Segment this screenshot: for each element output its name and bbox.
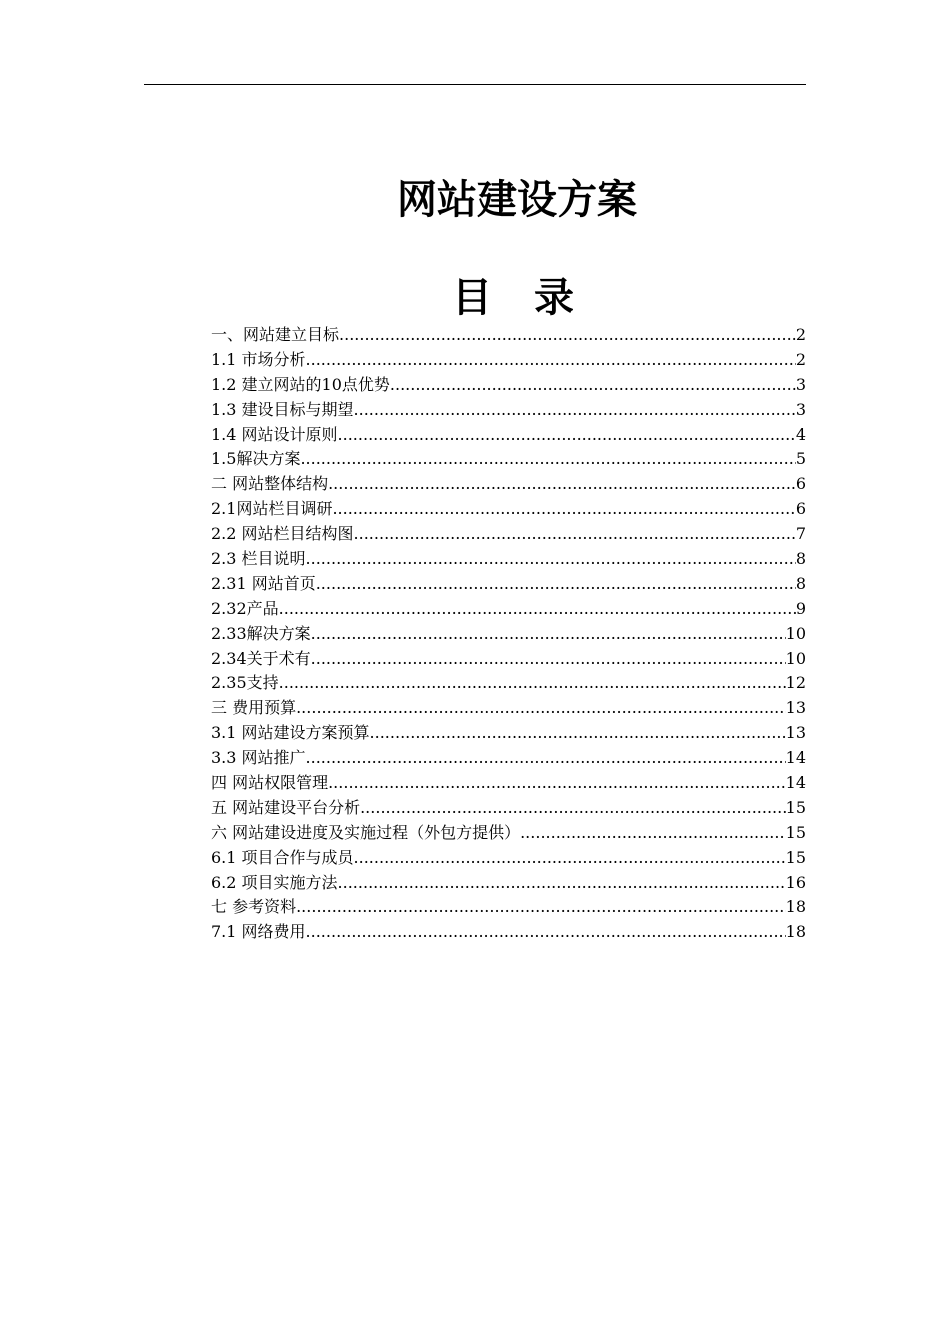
toc-entry[interactable] <box>211 746 806 771</box>
toc-entry-label: 2.31 网站首页 <box>211 573 316 593</box>
toc-entry-label: 3.3 网站推广 <box>211 748 306 768</box>
toc-entry-page-number: 3 <box>795 399 806 419</box>
toc-entry[interactable] <box>211 348 806 373</box>
toc-dot-leader <box>328 472 796 497</box>
toc-entry[interactable] <box>211 796 806 821</box>
toc-dot-leader <box>316 572 796 597</box>
toc-entry-label: 1.5解决方案 <box>211 449 301 469</box>
toc-dot-leader <box>300 447 795 472</box>
toc-entry[interactable] <box>211 871 806 896</box>
toc-entry[interactable] <box>211 572 806 597</box>
toc-dot-leader <box>338 871 786 896</box>
toc-entry-page-number: 18 <box>785 897 806 917</box>
toc-entry[interactable] <box>211 398 806 423</box>
toc-entry-page-number: 14 <box>785 748 806 768</box>
toc-entry[interactable] <box>211 821 806 846</box>
toc-entry-label: 二 网站整体结构 <box>211 474 329 494</box>
toc-entry-page-number: 2 <box>795 349 806 369</box>
toc-dot-leader <box>296 895 786 920</box>
toc-entry-label: 2.1网站栏目调研 <box>211 499 333 519</box>
toc-entry-label: 2.32产品 <box>211 598 279 618</box>
toc-entry-page-number: 4 <box>795 424 806 444</box>
toc-entry-label: 四 网站权限管理 <box>211 773 329 793</box>
toc-dot-leader <box>332 497 795 522</box>
toc-entry-page-number: 12 <box>785 673 806 693</box>
toc-entry[interactable] <box>211 522 806 547</box>
toc-entry-label: 6.1 项目合作与成员 <box>211 847 354 867</box>
toc-entry-page-number: 18 <box>785 922 806 942</box>
toc-entry-label: 六 网站建设进度及实施过程（外包方提供） <box>211 822 521 842</box>
toc-entry-label: 6.2 项目实施方法 <box>211 872 338 892</box>
toc-dot-leader <box>370 721 786 746</box>
toc-heading: 目 录 <box>452 274 588 321</box>
toc-entry-page-number: 14 <box>785 773 806 793</box>
toc-entry-page-number: 2 <box>795 325 806 344</box>
toc-dot-leader <box>360 796 786 821</box>
toc-dot-leader <box>520 821 786 846</box>
header-rule <box>144 84 806 85</box>
toc-dot-leader <box>279 597 796 622</box>
toc-entry-label: 七 参考资料 <box>211 897 297 917</box>
toc-entry-page-number: 8 <box>795 549 806 569</box>
toc-entry-label: 三 费用预算 <box>211 698 297 718</box>
toc-entry[interactable] <box>211 323 806 348</box>
toc-entry[interactable] <box>211 846 806 871</box>
toc-entry-page-number: 16 <box>785 872 806 892</box>
toc-entry-page-number: 10 <box>785 623 806 643</box>
toc-entry[interactable] <box>211 671 806 696</box>
toc-entry-label: 五 网站建设平台分析 <box>211 797 361 817</box>
toc-entry-page-number: 5 <box>795 449 806 469</box>
toc-dot-leader <box>354 398 796 423</box>
toc-dot-leader <box>390 373 796 398</box>
toc-entry-page-number: 3 <box>795 374 806 394</box>
toc-entry-label: 2.3 栏目说明 <box>211 549 306 569</box>
toc-entry[interactable] <box>211 597 806 622</box>
table-of-contents <box>211 323 806 945</box>
toc-entry-label: 2.33解决方案 <box>211 623 311 643</box>
document-title: 网站建设方案 <box>397 176 637 223</box>
toc-dot-leader <box>328 771 786 796</box>
toc-entry[interactable] <box>211 472 806 497</box>
toc-entry-label: 7.1 网络费用 <box>211 922 306 942</box>
toc-entry-label: 2.34关于术有 <box>211 648 311 668</box>
toc-entry-label: 一、网站建立目标 <box>211 325 340 344</box>
toc-entry-label: 2.2 网站栏目结构图 <box>211 524 354 544</box>
toc-entry-page-number: 15 <box>785 847 806 867</box>
toc-entry-page-number: 6 <box>795 474 806 494</box>
toc-entry-label: 3.1 网站建设方案预算 <box>211 723 370 743</box>
toc-dot-leader <box>306 547 796 572</box>
toc-entry-page-number: 15 <box>785 797 806 817</box>
toc-entry-page-number: 15 <box>785 822 806 842</box>
toc-entry-page-number: 6 <box>795 499 806 519</box>
toc-entry[interactable] <box>211 373 806 398</box>
toc-dot-leader <box>306 920 786 945</box>
toc-dot-leader <box>311 622 786 647</box>
toc-entry[interactable] <box>211 423 806 448</box>
toc-entry-page-number: 9 <box>795 598 806 618</box>
toc-entry-page-number: 10 <box>785 648 806 668</box>
toc-entry-label: 1.3 建设目标与期望 <box>211 399 354 419</box>
toc-entry-label: 1.4 网站设计原则 <box>211 424 338 444</box>
toc-dot-leader <box>296 696 786 721</box>
toc-entry[interactable] <box>211 647 806 672</box>
toc-entry-page-number: 8 <box>795 573 806 593</box>
toc-entry-label: 1.2 建立网站的10点优势 <box>211 374 390 394</box>
toc-entry[interactable] <box>211 547 806 572</box>
toc-entry-label: 2.35支持 <box>211 673 279 693</box>
toc-entry[interactable] <box>211 622 806 647</box>
toc-entry[interactable] <box>211 920 806 945</box>
toc-entry-label: 1.1 市场分析 <box>211 349 306 369</box>
toc-dot-leader <box>279 671 786 696</box>
toc-entry[interactable] <box>211 497 806 522</box>
toc-dot-leader <box>339 323 796 348</box>
toc-dot-leader <box>354 522 796 547</box>
toc-entry[interactable] <box>211 721 806 746</box>
toc-entry-page-number: 13 <box>785 723 806 743</box>
toc-entry[interactable] <box>211 696 806 721</box>
toc-entry[interactable] <box>211 771 806 796</box>
toc-dot-leader <box>306 746 786 771</box>
toc-entry[interactable] <box>211 447 806 472</box>
toc-dot-leader <box>311 647 786 672</box>
toc-dot-leader <box>354 846 786 871</box>
toc-entry-page-number: 13 <box>785 698 806 718</box>
toc-dot-leader <box>338 423 796 448</box>
toc-entry-page-number: 7 <box>795 524 806 544</box>
toc-dot-leader <box>306 348 796 373</box>
toc-entry[interactable] <box>211 895 806 920</box>
